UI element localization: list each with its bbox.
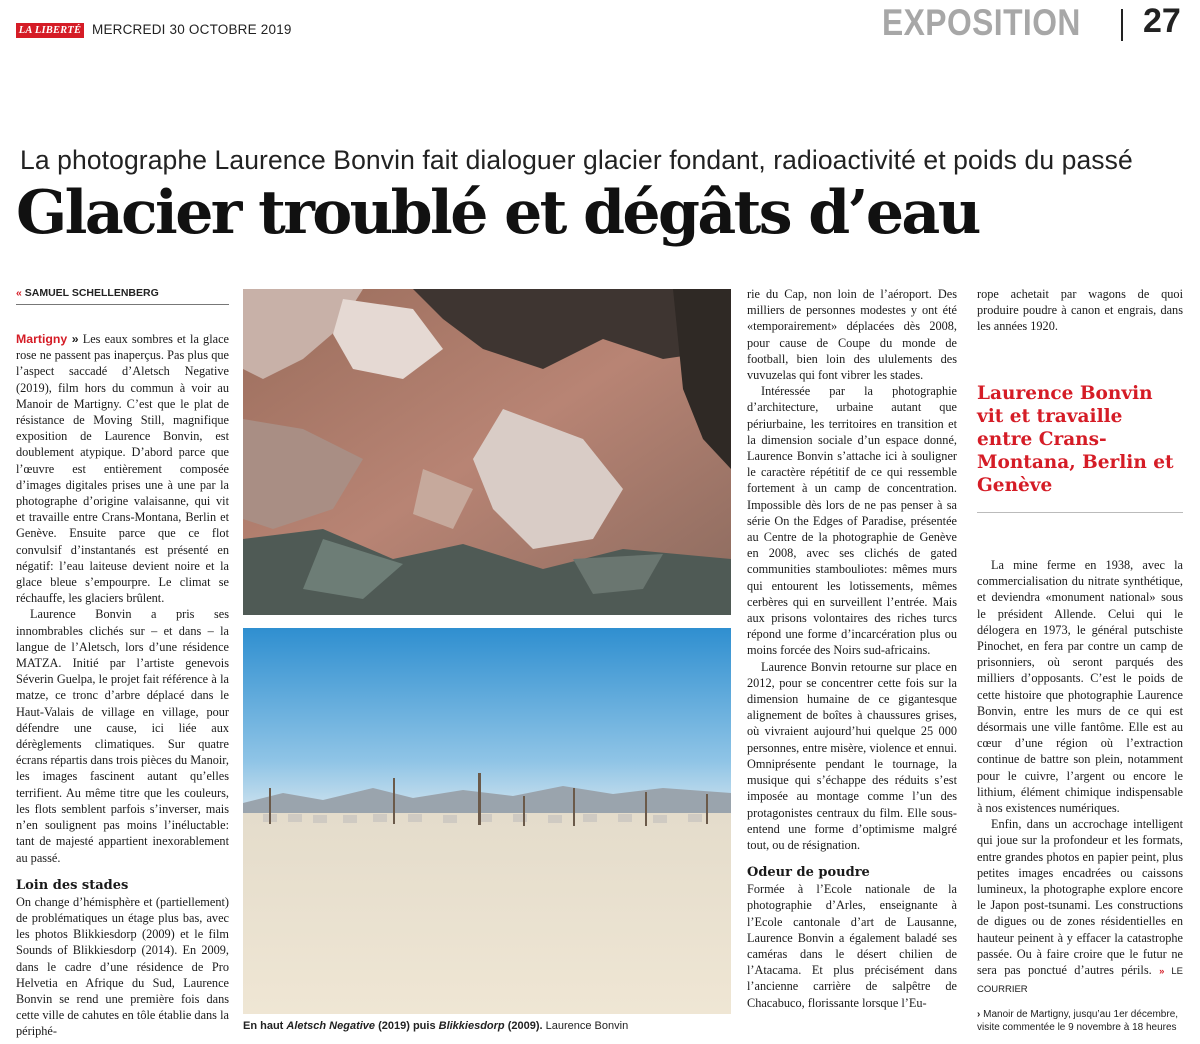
paragraph: On change d’hémisphère et (partiellement) de problématiques un étage plus bas, avec les photos Blikkiesdorp (2009) et le film Sounds of Blikkiesdorp (2014). En 2009, dans le cadre d’une résidence de Pro Helvetia en Afrique du Sud, Laurence Bonvin se rend une première fois dans cette ville de cahutes en tôle établie dans la périphé- (16, 894, 229, 1039)
paragraph: La mine ferme en 1938, avec la commercialisation du nitrate synthétique, et deviendra «monument national» sous le président Allende. Celui qui le délogera en 1973, le général putschiste Pinochet, en fera par contre un camp de prisonniers, où seront parqués des milliers d’opposants. C’est le poids de cette histoire que photographie Laurence Bonvin, entre les murs de ce qui est désormais une ville fantôme. Elle est au cœur d’une région où l’extraction continue de battre son plein, notamment pour le cuivre, l’argent ou encore le lithium, élément chimique indispensable à nos existences numériques. (977, 558, 1183, 816)
photo-blikkiesdorp (243, 628, 731, 1014)
article-column-4 (977, 557, 1183, 998)
pull-quote-rule (977, 512, 1183, 513)
location-arrow-icon: » (71, 332, 79, 346)
paragraph: Enfin, dans un accrochage intelligent qui joue sur la profondeur et les formats, entre grandes photos en papier peint, plus petites images encadrées ou caissons lumineux, la photographe explore encore le Japon post-tsunami. Les constructions de digues ou de zones résidentielles en hauteur peinent à y effacer la catastrophe passée. Ou à faire croire que le futur ne sera pas ponctué d’autres périls. » LE COURRIER (977, 817, 1183, 996)
photo-caption: En haut Aletsch Negative (2019) puis Blikkiesdorp (2009). Laurence Bonvin (243, 1020, 629, 1032)
credit-arrow-icon: » (1159, 966, 1165, 978)
byline-marker-icon: « (16, 287, 22, 299)
section-rubric: EXPOSITION (882, 2, 1081, 43)
issue-date: MERCREDI 30 OCTOBRE 2019 (92, 22, 292, 37)
paragraph: Martigny » Les eaux sombres et la glace rose ne passent pas inaperçus. Pas plus que l’aspect saccadé d’Aletsch Negative (2019), film hors du commun à voir au Manoir de Martigny. C’est que le plat de résistance de Moving Still, magnifique exposition de Laurence Bonvin, est doublement atypique. D’abord parce que l’œuvre est entièrement composée d’images digitales prises une à une par la photographe d’origine valaisanne, qui vit et travaille entre Crans-Montana, Berlin et Genève. Ensuite parce que ce flot convulsif d’instantanés est présenté en négatif: l’eau laiteuse devient noire et la glace bleue s’empourpre. Le climat se réchauffe, les glaciers brûlent. (16, 332, 229, 606)
paragraph: Laurence Bonvin retourne sur place en 2012, pour se concentrer cette fois sur la dimension humaine de ce gigantesque alignement de boîtes à chaussures grises, où vivraient aujourd’hui quelque 25 000 personnes, entre misère, violence et ennui. Omniprésente pendant le tournage, la musique qui s’échappe des réduits s’est imposée au montage comme l’un des protagonistes centraux du film. Elle sous-entend une forme d’optimisme malgré tout, ou de résignation. (747, 659, 957, 852)
article-column-1 (16, 331, 229, 1040)
paragraph: rope achetait par wagons de quoi produire poudre à canon et engrais, dans les années 1920. (977, 287, 1183, 334)
article-kicker: La photographe Laurence Bonvin fait dialoguer glacier fondant, radioactivité et poids du passé (20, 145, 1133, 175)
paragraph: rie du Cap, non loin de l’aéroport. Des milliers de personnes modestes y ont été «temporairement» déplacées dès 2008, pour cause de Coupe du monde de football, bien loin des ululements des vuvuzelas qui font vibrer les stades. (747, 287, 957, 383)
byline-rule (16, 304, 229, 305)
pull-quote: Laurence Bonvin vit et travaille entre Crans-Montana, Berlin et Genève (977, 383, 1174, 496)
page-number: 27 (1143, 2, 1181, 40)
location-tag: Martigny » (16, 332, 79, 346)
paragraph: Formée à l’Ecole nationale de la photographie d’Arles, enseignante à l’Ecole cantonale d’art de Lausanne, Laurence Bonvin a également baladé ses caméras dans le désert chilien de l’Atacama. Et plus précisément dans l’ancienne carrière de salpêtre de Chacabuco, florissante lorsque l’Eu- (747, 882, 957, 1010)
subheading: Loin des stades (16, 877, 129, 893)
photo-credit: Laurence Bonvin (542, 1020, 629, 1032)
source-credit: » LE COURRIER (977, 966, 1183, 996)
photo-aletsch-negative (243, 289, 731, 615)
paragraph: Intéressée par la photographie d’architecture, urbaine autant que périurbaine, les territoires en transition et la dimension sociale d’un espace donné, Laurence Bonvin s’attache ici à souligner le caractère répétitif de ce qui ressemble fortement à un camp de concentration. Impossible dès lors de ne pas penser à sa série On the Edges of Paradise, présentée au Centre de la photographie de Genève en 2008, avec ses clichés de gated communities stambouliotes: mêmes murs qui entourent les lotissements, mêmes cerbères qui en surveillent l’entrée. Mais aux prisons volontaires des riches turcs répond une forme d’incarcération plus ou moins forcée des Noirs sud-africains. (747, 384, 957, 658)
exhibition-info: › Manoir de Martigny, jusqu’au 1er décembre, visite commentée le 9 novembre à 18 heures (977, 1009, 1179, 1033)
article-column-2 (747, 286, 957, 1011)
article-column-3 (977, 286, 1183, 335)
subheading: Odeur de poudre (747, 865, 870, 881)
byline (16, 287, 159, 299)
header-divider (1121, 9, 1123, 41)
paragraph: Laurence Bonvin a pris ses innombrables clichés sur – et dans – la langue de l’Aletsch, lors d’une résidence MATZA. Initié par l’artiste genevois Séverin Guelpa, le projet fait référence à la matze, ce tronc d’arbre déplacé dans le Haut-Valais de village en village, pour défendre une cause, ici liée aux dérèglements climatiques. Sur quatre écrans répartis dans trois pièces du Manoir, les images fascinent autant qu’elles terrifient. Au même titre que les couleurs, les flots semblent parfois s’inverser, mais n’en soulignent pas moins l’inéluctable: tant de majesté appartient inexorablement au passé. (16, 607, 229, 865)
info-arrow-icon: › (977, 1009, 981, 1020)
article-headline: Glacier troublé et dégâts d’eau (16, 178, 979, 248)
author-name: SAMUEL SCHELLENBERG (24, 287, 159, 299)
newspaper-logo: LA LIBERTÉ (16, 23, 84, 38)
